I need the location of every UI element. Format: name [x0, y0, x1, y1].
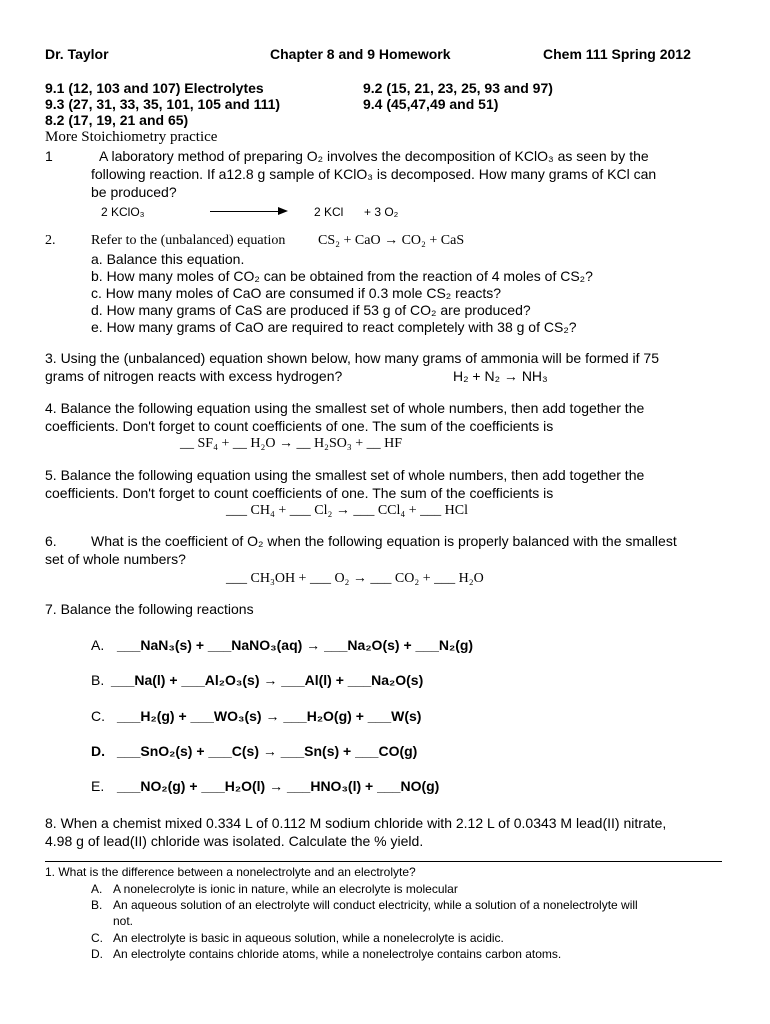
- mc-option-b-label: B.: [91, 898, 103, 912]
- mc-option-a-label: A.: [91, 882, 103, 896]
- assignment-9-1: 9.1 (12, 103 and 107) Electrolytes: [45, 80, 264, 96]
- mc-option-d-label: D.: [91, 947, 103, 961]
- q5-line1: 5. Balance the following equation using the smallest set of whole numbers, then add together the: [45, 467, 645, 483]
- q7-equation-b: ___Na(l) + ___Al₂O₃(s) → ___Al(l) + ___Na₂O(s): [111, 672, 424, 688]
- q2-equation: CS₂ + CaO → CO₂ + CaS: [318, 233, 465, 248]
- q7-label-b: B.: [91, 672, 105, 688]
- header-course: Chem 111 Spring 2012: [543, 46, 691, 62]
- assignment-9-4: 9.4 (45,47,49 and 51): [363, 96, 499, 112]
- q7-equation-d: ___SnO₂(s) + ___C(s) → ___Sn(s) + ___CO(g): [117, 743, 418, 759]
- q8-line1: 8. When a chemist mixed 0.334 L of 0.112 M sodium chloride with 2.12 L of 0.0343 M lead(II) nitrate,: [45, 815, 667, 831]
- q2-part-b: b. How many moles of CO₂ can be obtained from the reaction of 4 moles of CS₂?: [91, 268, 593, 284]
- q2-part-d: d. How many grams of CaS are produced if 53 g of CO₂ are produced?: [91, 302, 531, 318]
- mc-option-d-text: An electrolyte contains chloride atoms, while a nonelectrolye contains carbon atoms.: [113, 947, 562, 961]
- q5-line2: coefficients. Don't forget to count coefficients of one. The sum of the coefficients is: [45, 485, 554, 501]
- q7-equation-e: ___NO₂(g) + ___H₂O(l) → ___HNO₃(l) + ___NO(g): [117, 778, 440, 794]
- q7-equation-c: ___H₂(g) + ___WO₃(s) → ___H₂O(g) + ___W(s): [117, 708, 422, 724]
- q7-equation-a: ___NaN₃(s) + ___NaNO₃(aq) → ___Na₂O(s) + ___N₂(g): [117, 637, 474, 653]
- q1-product-kcl: 2 KCl: [314, 205, 344, 219]
- q3-line2: grams of nitrogen reacts with excess hydrogen?: [45, 368, 343, 384]
- assignment-9-3: 9.3 (27, 31, 33, 35, 101, 105 and 111): [45, 96, 281, 112]
- q1-reaction-arrow: [210, 211, 278, 212]
- q6-equation: ___ CH₃OH + ___ O₂ → ___ CO₂ + ___ H₂O: [226, 571, 484, 586]
- q1-line3: be produced?: [91, 184, 177, 200]
- mc-option-b-text: An aqueous solution of an electrolyte will conduct electricity, while a solution of a nonelectrolyte will: [113, 898, 638, 912]
- section-title: More Stoichiometry practice: [45, 129, 218, 145]
- q1-product-o2: + 3 O₂: [364, 205, 399, 219]
- q4-line2: coefficients. Don't forget to count coefficients of one. The sum of the coefficients is: [45, 418, 554, 434]
- q4-line1: 4. Balance the following equation using the smallest set of whole numbers, then add together the: [45, 400, 645, 416]
- q6-number: 6.: [45, 533, 57, 549]
- header-title: Chapter 8 and 9 Homework: [270, 46, 451, 62]
- q1-line1: A laboratory method of preparing O₂ involves the decomposition of KClO₃ as seen by the: [99, 148, 649, 164]
- q6-line1: What is the coefficient of O₂ when the following equation is properly balanced with the smallest: [91, 533, 677, 549]
- q1-arrowhead: [278, 207, 288, 215]
- assignment-8-2: 8.2 (17, 19, 21 and 65): [45, 112, 189, 128]
- mc-option-b-continued: not.: [113, 914, 134, 928]
- header-author: Dr. Taylor: [45, 46, 109, 62]
- q7-label-c: C.: [91, 708, 105, 724]
- mc-option-a-text: A nonelecrolyte is ionic in nature, while an elecrolyte is molecular: [113, 882, 458, 896]
- q7-label-a: A.: [91, 637, 105, 653]
- q2-number: 2.: [45, 233, 56, 248]
- q1-number: 1: [45, 148, 53, 164]
- q7-label-d: D.: [91, 743, 105, 759]
- q4-equation: __ SF₄ + __ H₂O → __ H₂SO₃ + __ HF: [180, 436, 403, 451]
- q7-label-e: E.: [91, 778, 105, 794]
- mc-option-c-label: C.: [91, 931, 103, 945]
- q1-line2: following reaction. If a12.8 g sample of KClO₃ is decomposed. How many grams of KCl can: [91, 166, 657, 182]
- q2-intro: Refer to the (unbalanced) equation: [91, 233, 286, 248]
- q2-part-c: c. How many moles of CaO are consumed if 0.3 mole CS₂ reacts?: [91, 285, 502, 301]
- q3-equation: H₂ + N₂ → NH₃: [453, 368, 548, 384]
- assignment-9-2: 9.2 (15, 21, 23, 25, 93 and 97): [363, 80, 553, 96]
- q2-part-a: a. Balance this equation.: [91, 251, 245, 267]
- mc-option-c-text: An electrolyte is basic in aqueous solution, while a nonelecrolyte is acidic.: [113, 931, 504, 945]
- q7-title: 7. Balance the following reactions: [45, 601, 254, 617]
- mc-question: 1. What is the difference between a nonelectrolyte and an electrolyte?: [45, 865, 416, 879]
- q3-line1: 3. Using the (unbalanced) equation shown below, how many grams of ammonia will be formed if 75: [45, 350, 659, 366]
- q1-reactant: 2 KClO₃: [101, 205, 145, 219]
- q6-line2: set of whole numbers?: [45, 551, 186, 567]
- q8-line2: 4.98 g of lead(II) chloride was isolated. Calculate the % yield.: [45, 833, 424, 849]
- q5-equation: ___ CH₄ + ___ Cl₂ → ___ CCl₄ + ___ HCl: [226, 503, 469, 518]
- q2-part-e: e. How many grams of CaO are required to react completely with 38 g of CS₂?: [91, 319, 577, 335]
- section-divider: [45, 861, 722, 862]
